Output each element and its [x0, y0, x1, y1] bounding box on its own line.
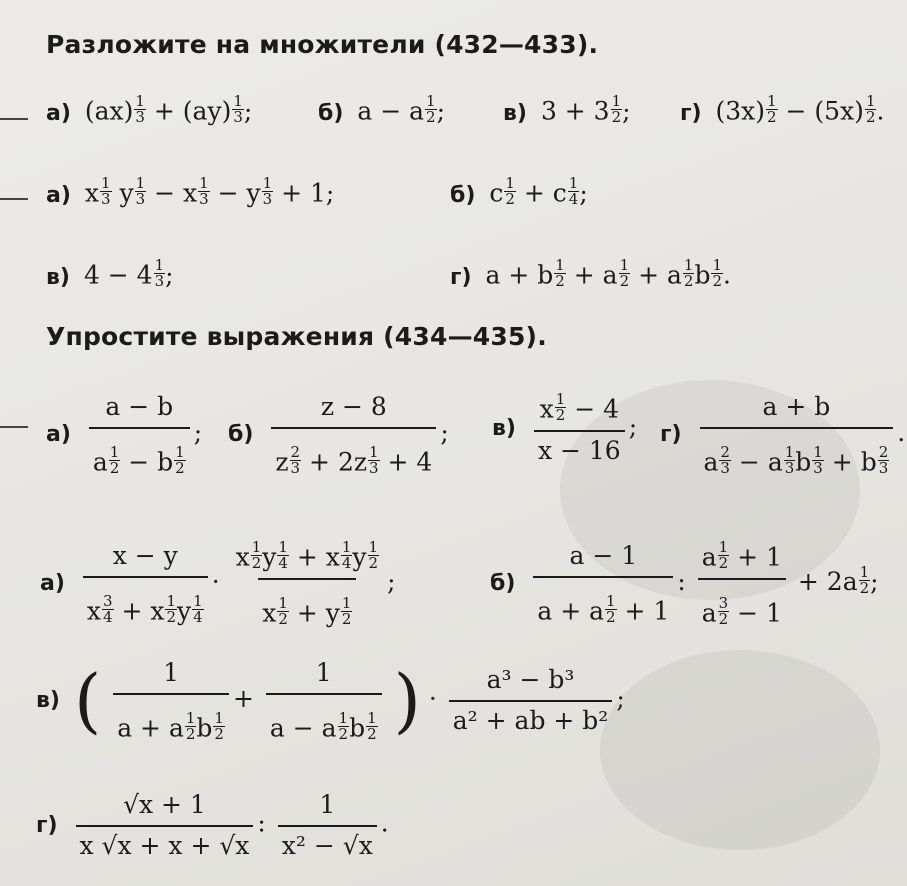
punct: · [428, 683, 437, 713]
exponent: $\frac{1}{4}$ [568, 174, 579, 208]
fraction [698, 540, 786, 627]
denominator: x √x + x + √x [76, 825, 254, 860]
label-b: б) [318, 100, 344, 126]
denominator: a − a $\frac{1}{2}$ b $\frac{1}{2}$ [266, 693, 382, 743]
fraction [76, 790, 254, 860]
label-v: в) [503, 100, 527, 126]
task-435-b [490, 540, 879, 627]
task-434-g [660, 392, 905, 477]
punct: ; [436, 96, 446, 126]
fraction [533, 541, 673, 626]
numerator: x $\frac{1}{2}$ y $\frac{1}{4}$ + x $\frac{1}{4}$ y $\frac{1}{2}$ [235, 538, 379, 572]
punct: ; [628, 411, 638, 441]
punct: . [380, 808, 389, 838]
label-g: г) [450, 264, 472, 290]
task-434-a [46, 392, 202, 477]
punct: ; [165, 260, 174, 290]
label-b: б) [228, 421, 254, 447]
expr-text: + [153, 96, 175, 126]
punct: . [897, 417, 906, 447]
expr-text: − x [154, 178, 198, 208]
exponent: $\frac{1}{3}$ [135, 92, 145, 126]
exponent: $\frac{1}{2}$ [859, 562, 870, 597]
label-a: а) [46, 421, 71, 447]
task-434-b [228, 392, 449, 477]
task-433-v [46, 258, 174, 290]
denominator: a $\frac{2}{3}$ − a $\frac{1}{3}$ b $\frac{1}{3}$ + b $\frac{2}{3}$ [700, 427, 894, 477]
expr-text: − (5x) [785, 96, 864, 126]
punct: ; [622, 96, 631, 126]
fraction [83, 541, 208, 626]
fraction [113, 658, 229, 743]
denominator: x² − √x [278, 825, 377, 860]
fraction [534, 392, 625, 465]
label-g: г) [660, 421, 682, 447]
numerator: x $\frac{1}{2}$ − 4 [539, 390, 620, 424]
task-435-g [36, 790, 389, 860]
heading-simplify: Упростите выражения (434—435). [46, 322, 547, 351]
punct: . [876, 96, 885, 126]
left-paren: ( [73, 659, 102, 742]
task-432-b [318, 94, 445, 126]
expr-text: + a [573, 260, 618, 290]
numerator: a − 1 [569, 541, 638, 571]
punct: : [677, 567, 686, 596]
label-v: в) [36, 687, 60, 713]
punct: ; [870, 567, 879, 596]
denominator: a + a $\frac{1}{2}$ + 1 [533, 576, 673, 626]
margin-rule [0, 426, 28, 428]
exponent: $\frac{1}{2}$ [712, 256, 722, 290]
task-433-b [450, 176, 588, 208]
margin-rule [0, 198, 28, 200]
heading-factorize: Разложите на множители (432—433). [46, 30, 599, 59]
numerator: 1 [163, 658, 180, 687]
expr-text: + a [638, 260, 682, 290]
denominator: a $\frac{3}{2}$ − 1 [698, 578, 786, 628]
margin-rule [0, 118, 28, 120]
label-a: а) [46, 182, 71, 208]
exponent: $\frac{1}{2}$ [767, 92, 777, 126]
task-435-v [36, 658, 625, 743]
numerator: 1 [315, 658, 332, 687]
punct: ; [579, 178, 588, 208]
punct: ; [387, 567, 396, 596]
expr-text: (3x) [715, 96, 766, 126]
denominator: x $\frac{3}{4}$ + x $\frac{1}{2}$ y $\frac{1}{4}$ [83, 576, 208, 626]
exponent: $\frac{1}{3}$ [199, 174, 209, 208]
fraction [89, 392, 190, 477]
fraction [232, 540, 384, 627]
exponent: $\frac{1}{3}$ [135, 174, 146, 208]
punct: · [211, 567, 220, 596]
denominator: a² + ab + b² [449, 700, 613, 735]
denominator: x $\frac{1}{2}$ + y $\frac{1}{2}$ [258, 578, 356, 628]
expr-text: 3 + 3 [540, 96, 610, 126]
exponent: $\frac{1}{2}$ [865, 92, 876, 126]
label-g: г) [36, 812, 58, 838]
expr-text: x [84, 178, 99, 208]
punct: ; [440, 417, 449, 447]
task-433-g [450, 258, 731, 290]
exponent: $\frac{1}{2}$ [555, 256, 565, 290]
denominator: a $\frac{1}{2}$ − b $\frac{1}{2}$ [89, 427, 190, 477]
exponent: $\frac{1}{3}$ [100, 174, 111, 208]
numerator: a + b [762, 392, 831, 421]
task-434-v [492, 392, 637, 465]
label-v: в) [46, 264, 70, 290]
exponent: $\frac{1}{3}$ [262, 174, 273, 208]
expr-text: 4 − 4 [83, 260, 153, 290]
numerator: √x + 1 [123, 790, 206, 819]
label-a: а) [40, 571, 65, 596]
expr-text: (ax) [84, 96, 134, 126]
exponent: $\frac{1}{3}$ [233, 92, 243, 126]
expr-text: a + b [485, 260, 554, 290]
exponent: $\frac{1}{2}$ [683, 256, 694, 290]
task-433-a [46, 176, 334, 208]
expr-text: + 1; [281, 178, 335, 208]
denominator: a + a $\frac{1}{2}$ b $\frac{1}{2}$ [113, 693, 229, 743]
numerator: a³ − b³ [486, 665, 575, 695]
task-432-a [46, 94, 252, 126]
expr-text: (ay) [182, 96, 232, 126]
expr-text: y [119, 178, 134, 208]
punct: + [232, 683, 254, 713]
punct: ; [193, 417, 203, 447]
task-435-a [40, 540, 396, 627]
denominator: x − 16 [534, 430, 625, 465]
punct: ; [243, 96, 253, 126]
numerator: x − y [112, 541, 178, 571]
task-432-g [680, 94, 884, 126]
label-b: б) [490, 571, 516, 596]
numerator: a − b [105, 392, 174, 421]
expr-text: b [694, 260, 711, 290]
label-b: б) [450, 182, 476, 208]
punct: : [257, 808, 266, 838]
fraction [271, 392, 436, 477]
numerator: 1 [319, 790, 336, 819]
expr-text: a − a [357, 96, 425, 126]
expr-text: − y [217, 178, 261, 208]
label-g: г) [680, 100, 702, 126]
exponent: $\frac{1}{2}$ [611, 92, 622, 126]
fraction [700, 392, 894, 477]
punct: . [723, 260, 731, 290]
punct: ; [616, 683, 625, 713]
numerator: a $\frac{1}{2}$ + 1 [701, 538, 782, 572]
task-432-v [503, 94, 631, 126]
exponent: $\frac{1}{2}$ [619, 256, 630, 290]
right-paren: ) [393, 659, 421, 742]
expr-text: c [489, 178, 504, 208]
fraction [278, 790, 377, 860]
fraction [266, 658, 382, 743]
expr-text: + 2a [797, 567, 858, 596]
label-a: а) [46, 100, 71, 126]
exponent: $\frac{1}{2}$ [505, 174, 515, 208]
exponent: $\frac{1}{2}$ [426, 92, 436, 126]
exponent: $\frac{1}{3}$ [154, 256, 165, 290]
denominator: z $\frac{2}{3}$ + 2z $\frac{1}{3}$ + 4 [271, 427, 436, 477]
label-v: в) [492, 415, 516, 441]
fraction [449, 665, 613, 735]
expr-text: + c [523, 178, 567, 208]
paper-shadow [600, 650, 880, 850]
numerator: z − 8 [320, 392, 387, 421]
